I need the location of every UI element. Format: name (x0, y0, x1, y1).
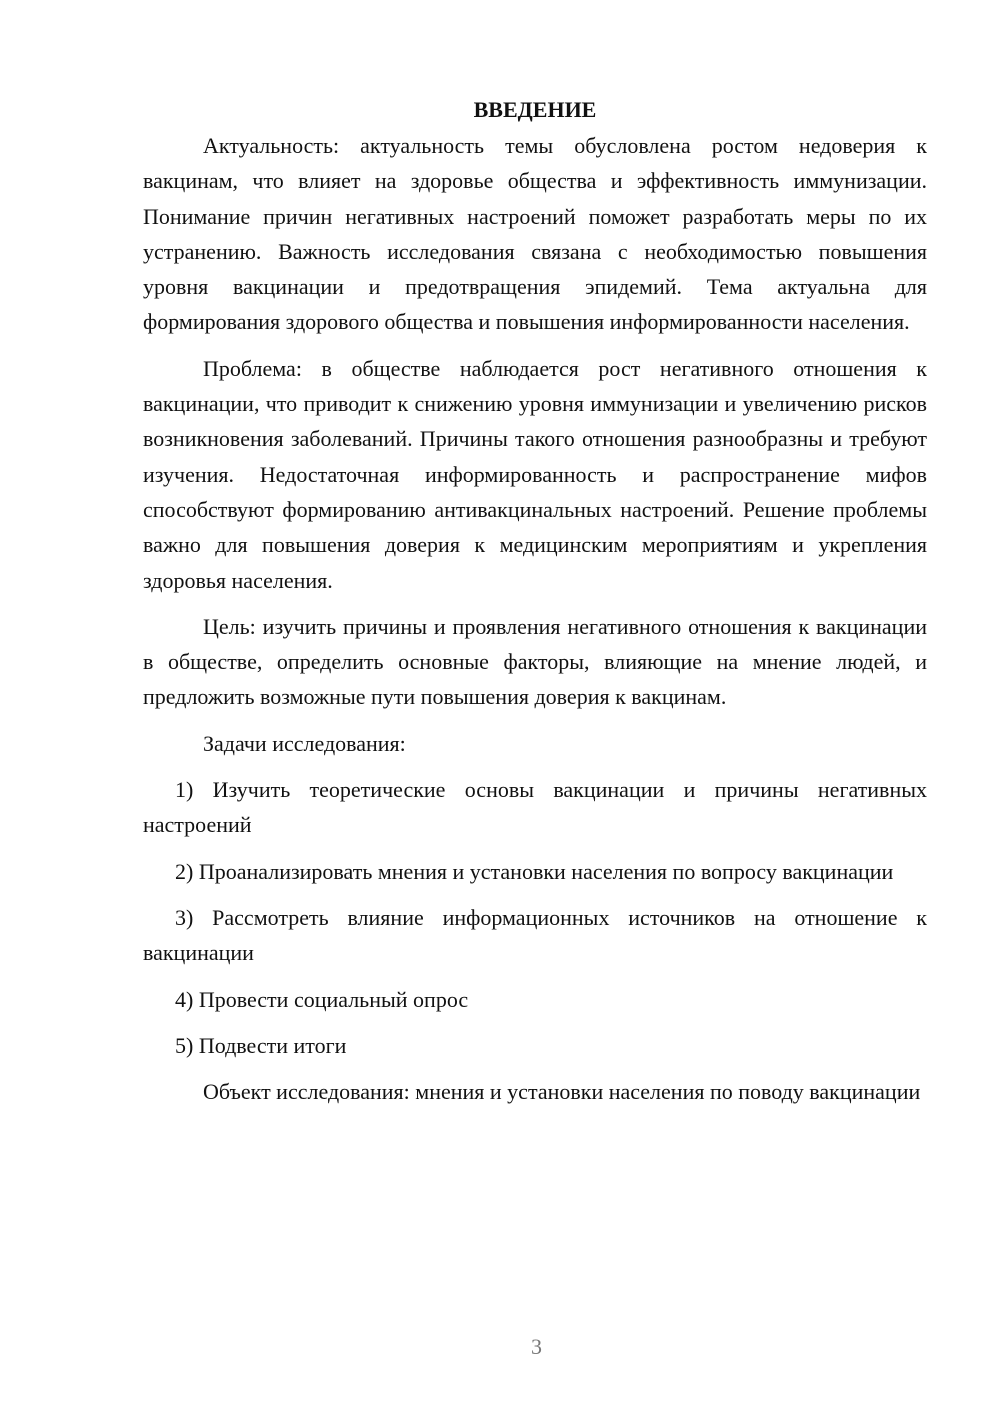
task-item-3: 3) Рассмотреть влияние информационных источников на отношение к вакцинации (143, 904, 927, 966)
task-item-2: 2) Проанализировать мнения и установки населения по вопросу вакцинации (175, 858, 894, 884)
page-number: 3 (531, 1334, 542, 1359)
task-item-5: 5) Подвести итоги (175, 1032, 347, 1058)
section-heading: ВВЕДЕНИЕ (473, 97, 597, 122)
object-paragraph: Объект исследования: мнения и установки населения по поводу вакцинации (203, 1079, 921, 1105)
goal-paragraph: Цель: изучить причины и проявления негативного отношения к вакцинации в обществе, определить основные факторы, влияющие на мнение людей, и предложить возможные пути повышения доверия к вакцинам. (143, 613, 927, 710)
task-item-4: 4) Провести социальный опрос (175, 986, 469, 1012)
page-content (143, 94, 927, 1120)
task-item-1: 1) Изучить теоретические основы вакцинации и причины негативных настроений (143, 777, 927, 838)
problem-paragraph: Проблема: в обществе наблюдается рост негативного отношения к вакцинации, что приводит к снижению уровня иммунизации и увеличению рисков возникновения заболеваний. Причины такого отношения разнообразны и требуют изучения. Недостаточная информированность и распространение мифов способствуют формированию антивакцинальных настроений. Решение проблемы важно для повышения доверия к медицинским мероприятиям и укрепления здоровья населения. (143, 355, 927, 593)
tasks-heading: Задачи исследования: (203, 730, 406, 756)
relevance-paragraph: Актуальность: актуальность темы обусловлена ростом недоверия к вакцинам, что влияет на здоровье общества и эффективность иммунизации. Понимание причин негативных настроений поможет разработать меры по их устранению. Важность исследования связана с необходимостью повышения уровня вакцинации и предотвращения эпидемий. Тема актуальна для формирования здорового общества и повышения информированности населения. (143, 133, 927, 335)
